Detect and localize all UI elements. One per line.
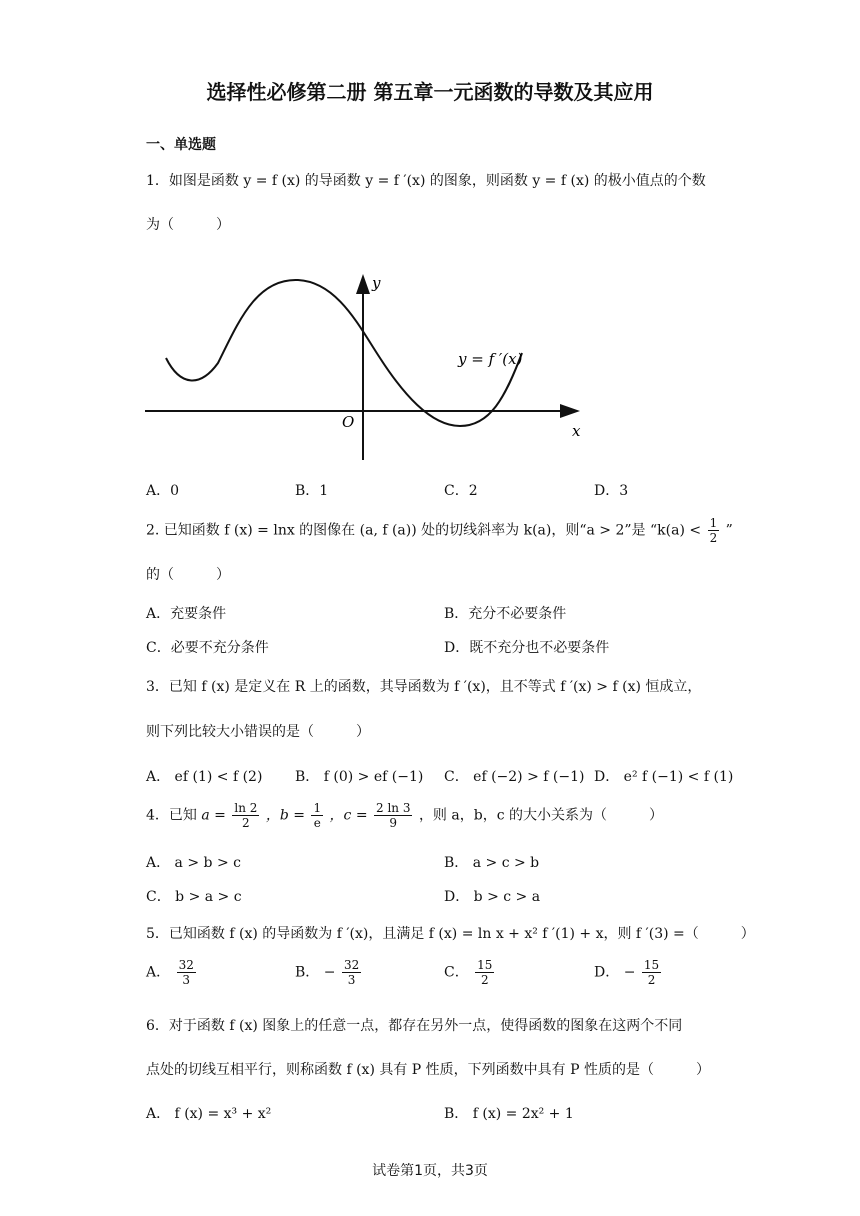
q5-option-b-fraction bbox=[342, 958, 361, 987]
q4-a-num: ln 2 bbox=[234, 801, 258, 815]
q4-c-den: 9 bbox=[389, 816, 398, 830]
q3-option-a: A． ef (1) < f (2) bbox=[146, 769, 263, 785]
q3-option-b: B． f (0) > ef (−1) bbox=[295, 769, 424, 785]
derivative-graph bbox=[140, 268, 590, 464]
q5-option-a-label: A． bbox=[146, 964, 171, 981]
page-title: 选择性必修第二册 第五章一元函数的导数及其应用 bbox=[206, 80, 654, 104]
q5-option-b-sign: − bbox=[323, 964, 336, 981]
section-heading: 一、单选题 bbox=[146, 137, 216, 153]
q5-option-c-den: 2 bbox=[480, 973, 489, 987]
q1-stem-line1: 1．如图是函数 y = f (x) 的导函数 y = f ′(x) 的图象，则函数 y = f (x) 的极小值点的个数 bbox=[146, 173, 706, 189]
q5-option-b-num: 32 bbox=[343, 958, 360, 972]
q4-stem bbox=[146, 801, 663, 830]
q3-option-c: C． ef (−2) > f (−1) bbox=[444, 769, 585, 785]
q2-option-a: A．充要条件 bbox=[146, 606, 227, 622]
q4-b-fraction bbox=[311, 801, 323, 830]
curve-label: y = f ′(x) bbox=[458, 350, 523, 368]
q5-option-b-den: 3 bbox=[347, 973, 356, 987]
q1-option-c: C．2 bbox=[444, 483, 478, 499]
q5-option-a-den: 3 bbox=[182, 973, 191, 987]
q4-c-fraction bbox=[374, 801, 412, 830]
q6-stem-line2: 点处的切线互相平行，则称函数 f (x) 具有 P 性质，下列函数中具有 P 性质的是（ ） bbox=[146, 1062, 710, 1078]
y-axis-label: y bbox=[372, 274, 381, 292]
x-axis-arrow bbox=[560, 404, 580, 418]
q2-frac-den: 2 bbox=[709, 531, 718, 545]
q3-option-d: D． e² f (−1) < f (1) bbox=[594, 769, 734, 785]
q4-c-lhs: ，c = bbox=[329, 807, 368, 824]
q2-frac-num: 1 bbox=[709, 516, 718, 530]
q5-option-a-num: 32 bbox=[178, 958, 194, 972]
q1-stem-line2: 为（ ） bbox=[146, 217, 230, 233]
q2-option-c: C．必要不充分条件 bbox=[146, 640, 269, 656]
origin-label: O bbox=[342, 413, 355, 431]
q5-option-c-fraction bbox=[475, 958, 494, 987]
q5-option-a-fraction bbox=[177, 958, 196, 987]
q1-option-b: B．1 bbox=[295, 483, 329, 499]
q5-option-d-sign: − bbox=[623, 964, 636, 981]
q5-option-d-num: 15 bbox=[643, 958, 660, 972]
x-axis-label: x bbox=[572, 422, 581, 440]
q5-option-b-label: B． bbox=[295, 964, 320, 981]
q1-option-d: D．3 bbox=[594, 483, 629, 499]
q5-option-c-num: 15 bbox=[477, 958, 493, 972]
q4-c-num: 2 ln 3 bbox=[376, 801, 411, 815]
q2-fraction bbox=[708, 516, 720, 545]
q3-stem-line1: 3．已知 f (x) 是定义在 R 上的函数，其导函数为 f ′(x)，且不等式 f ′(x) > f (x) 恒成立， bbox=[146, 679, 702, 695]
q4-b-lhs: ，b = bbox=[265, 807, 305, 824]
q5-option-b bbox=[295, 958, 363, 987]
q2-stem-end: ” bbox=[725, 522, 733, 539]
q5-option-c-label: C． bbox=[444, 964, 469, 981]
q1-option-a: A．0 bbox=[146, 483, 180, 499]
q6-option-a: A． f (x) = x³ + x² bbox=[146, 1106, 272, 1122]
q2-stem-line1 bbox=[146, 516, 733, 545]
y-axis-arrow bbox=[356, 274, 370, 294]
q6-option-b: B． f (x) = 2x² + 1 bbox=[444, 1106, 574, 1122]
q5-option-c bbox=[444, 958, 496, 987]
q5-option-d-label: D． bbox=[594, 964, 620, 981]
q4-option-b: B． a > c > b bbox=[444, 855, 540, 871]
q2-stem-text: 2. 已知函数 f (x) = lnx 的图像在 (a, f (a)) 处的切线斜率为 k(a)，则“a > 2”是 “k(a) < bbox=[146, 522, 702, 539]
q4-a-lhs: a = bbox=[201, 807, 226, 824]
page-footer: 试卷第1页，共3页 bbox=[372, 1163, 488, 1179]
q4-option-c: C． b > a > c bbox=[146, 889, 242, 905]
q2-option-d: D．既不充分也不必要条件 bbox=[444, 640, 610, 656]
q4-option-a: A． a > b > c bbox=[146, 855, 241, 871]
q2-option-b: B．充分不必要条件 bbox=[444, 606, 567, 622]
q6-stem-line1: 6．对于函数 f (x) 图象上的任意一点，都存在另外一点，使得函数的图象在这两个不同 bbox=[146, 1018, 683, 1034]
q4-suffix: ，则 a，b，c 的大小关系为（ ） bbox=[418, 807, 663, 824]
q3-stem-line2: 则下列比较大小错误的是（ ） bbox=[146, 724, 370, 740]
q4-prefix: 4．已知 bbox=[146, 807, 197, 824]
q5-option-d-fraction bbox=[642, 958, 661, 987]
q4-a-fraction bbox=[232, 801, 259, 830]
q5-option-d-den: 2 bbox=[647, 973, 656, 987]
q5-option-a bbox=[146, 958, 198, 987]
q5-option-d bbox=[594, 958, 663, 987]
q2-stem-line2: 的（ ） bbox=[146, 567, 230, 583]
q4-b-num: 1 bbox=[313, 801, 322, 815]
q4-b-den: e bbox=[313, 816, 321, 830]
q5-stem: 5．已知函数 f (x) 的导函数为 f ′(x)，且满足 f (x) = ln x + x² f ′(1) + x，则 f ′(3) =（ ） bbox=[146, 926, 755, 942]
q4-a-den: 2 bbox=[242, 816, 250, 830]
q4-option-d: D． b > c > a bbox=[444, 889, 541, 905]
